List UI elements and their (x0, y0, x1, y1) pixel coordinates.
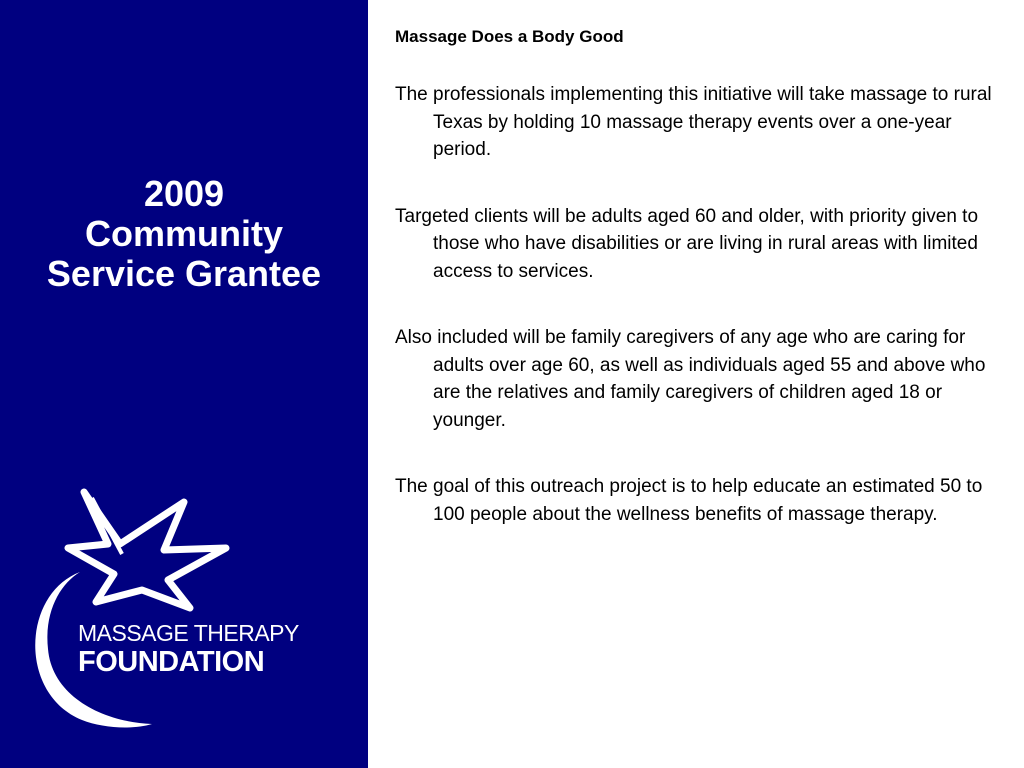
panel-title (0, 174, 368, 294)
star-crescent-icon (22, 484, 332, 734)
paragraph-initiative: The professionals implementing this initiative will take massage to rural Texas by holding 10 massage therapy events over a one-year period. (395, 84, 992, 160)
content-area (395, 26, 995, 567)
content-heading: Massage Does a Body Good (395, 27, 624, 46)
panel-title-year: 2009 (143, 173, 225, 214)
paragraph-goal: The goal of this outreach project is to help educate an estimated 50 to 100 people about the wellness benefits of massage therapy. (395, 476, 983, 525)
logo-text-line2: FOUNDATION (78, 646, 265, 678)
panel-title-line3: Service Grantee (46, 253, 322, 294)
left-panel (0, 0, 368, 768)
panel-title-line2: Community (85, 213, 283, 254)
paragraph-targeted-clients: Targeted clients will be adults aged 60 and older, with priority given to those who have disabilities or are living in rural areas with limited access to services. (395, 205, 979, 282)
logo-text-line1: MASSAGE THERAPY (78, 620, 299, 646)
foundation-logo (22, 484, 332, 734)
paragraph-caregivers: Also included will be family caregivers of any age who are caring for adults over age 60, as well as individuals aged 55 and above who are the relatives and family caregivers of children aged 18 or younger. (395, 327, 986, 431)
